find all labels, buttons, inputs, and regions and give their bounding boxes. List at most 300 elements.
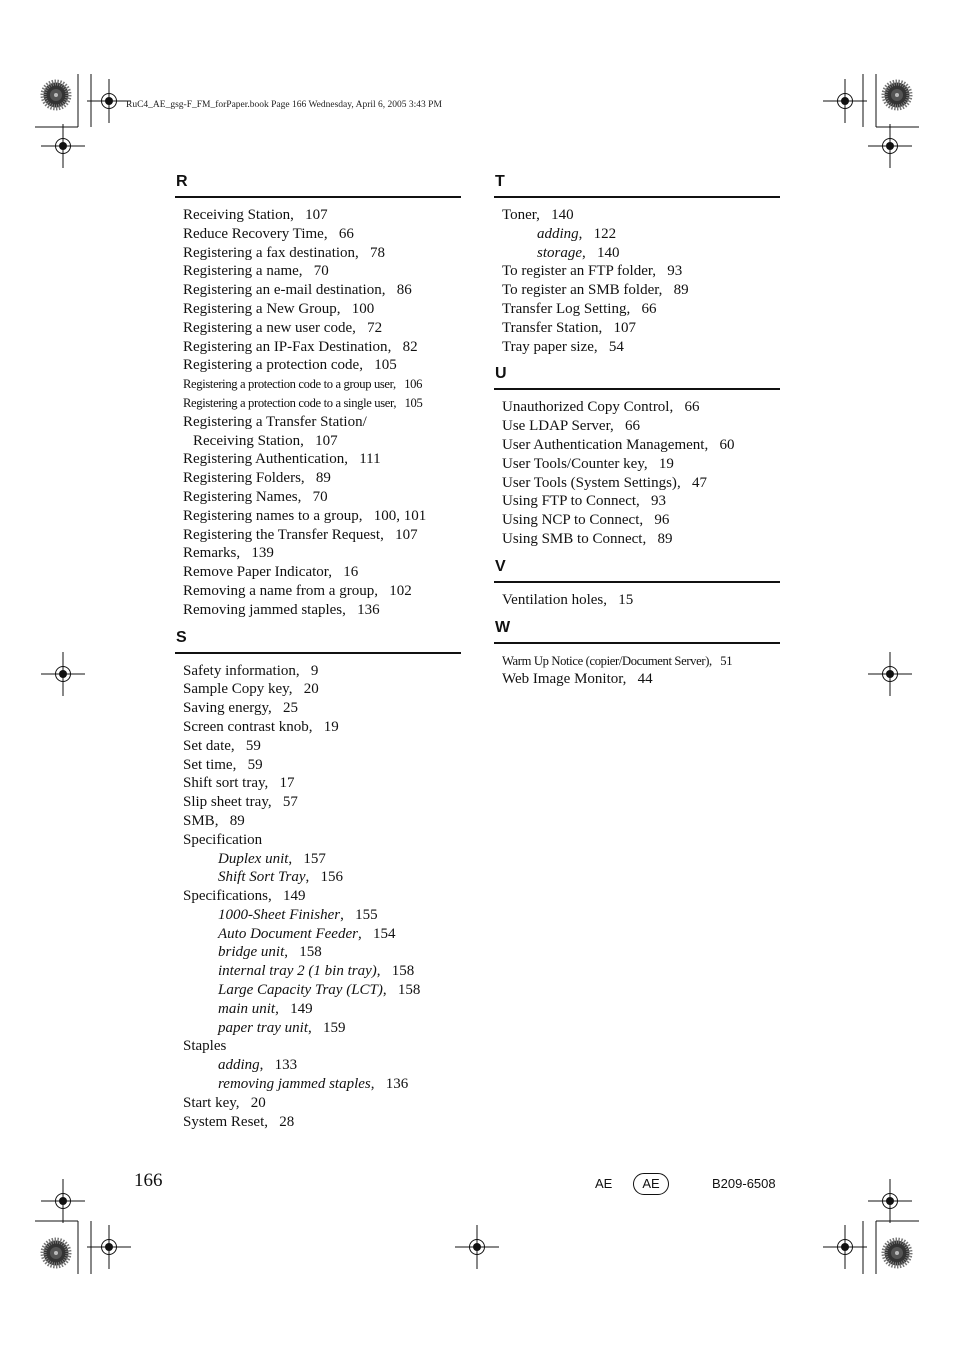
entry-pages: 66 xyxy=(684,399,700,416)
entry-pages: 70 xyxy=(313,263,329,280)
entry-pages: 106 xyxy=(404,377,423,392)
index-entry xyxy=(183,469,461,488)
entry-term: Transfer Log Setting xyxy=(502,300,627,317)
index-entry xyxy=(183,601,461,620)
index-entry xyxy=(183,488,461,507)
color-wheel-top-right xyxy=(885,83,910,108)
entry-separator: , xyxy=(622,671,638,688)
entry-separator: , xyxy=(275,1000,291,1017)
entry-term: Registering Names xyxy=(183,488,298,505)
entry-term: Slip sheet tray xyxy=(183,794,268,811)
index-entry xyxy=(183,544,461,563)
entry-pages: 156 xyxy=(320,869,344,886)
entry-separator: , xyxy=(393,395,405,410)
entry-term: Remove Paper Indicator xyxy=(183,564,329,581)
entry-pages: 149 xyxy=(282,888,306,905)
entry-separator: , xyxy=(342,601,358,618)
registration-mark-bottom-right-2 xyxy=(868,1179,912,1223)
entry-term: bridge unit xyxy=(218,944,285,961)
entry-separator: , xyxy=(290,207,306,223)
index-entry xyxy=(183,793,461,812)
index-entry xyxy=(183,281,461,300)
entry-pages: 51 xyxy=(720,653,733,668)
entry-separator: , xyxy=(593,338,609,355)
entry-separator: , xyxy=(578,225,594,242)
entry-separator: , xyxy=(582,244,597,261)
entry-pages: 100 xyxy=(351,300,375,317)
entry-term: Registering a Transfer Station/ xyxy=(183,413,367,430)
index-entry xyxy=(183,831,461,850)
entry-list xyxy=(494,652,780,690)
entry-pages: 154 xyxy=(372,925,396,942)
index-entry xyxy=(183,699,461,718)
entry-term: Registering Folders xyxy=(183,470,301,487)
entry-separator: , xyxy=(267,888,283,905)
entry-term: Registering a name xyxy=(183,263,299,280)
entry-term: Registering Authentication xyxy=(183,451,345,468)
index-entry xyxy=(502,262,780,281)
section-rule xyxy=(494,642,780,644)
index-entry xyxy=(502,455,780,474)
index-entry xyxy=(183,868,461,887)
entry-term: Registering a protection code xyxy=(183,357,360,374)
entry-term: Toner xyxy=(502,207,537,223)
entry-term: Registering a protection code to a single user xyxy=(183,395,394,410)
entry-list xyxy=(494,591,780,610)
index-entry xyxy=(502,319,780,338)
entry-term: Unauthorized Copy Control xyxy=(502,399,670,416)
entry-pages: 140 xyxy=(597,244,620,261)
entry-pages: 89 xyxy=(229,812,245,829)
registration-mark-bottom-left xyxy=(41,1179,85,1223)
entry-pages: 17 xyxy=(279,775,295,792)
entry-pages: 72 xyxy=(367,319,383,336)
entry-term: Specification xyxy=(183,831,263,848)
entry-pages: 89 xyxy=(657,530,673,547)
entry-term: Registering a new user code xyxy=(183,319,353,336)
entry-pages: 93 xyxy=(651,493,667,510)
index-entry xyxy=(183,662,461,681)
index-entry xyxy=(183,582,461,601)
entry-pages: 139 xyxy=(251,545,274,562)
entry-separator: , xyxy=(264,1113,280,1130)
entry-separator: , xyxy=(340,906,356,923)
entry-separator: , xyxy=(676,474,692,491)
entry-term: Saving energy xyxy=(183,700,268,717)
entry-term: Registering names to a group xyxy=(183,507,359,524)
index-entry xyxy=(502,338,780,357)
entry-term: internal tray 2 (1 bin tray) xyxy=(218,963,377,980)
entry-pages: 19 xyxy=(658,455,674,472)
entry-pages: 78 xyxy=(370,244,386,261)
registration-mark-mid-right xyxy=(868,652,912,696)
entry-term: User Tools (System Settings) xyxy=(502,474,677,491)
index-entry xyxy=(183,526,461,545)
entry-separator: , xyxy=(288,850,304,867)
entry-pages: 105 xyxy=(404,395,423,410)
entry-separator: , xyxy=(232,756,248,773)
entry-pages: 60 xyxy=(719,436,735,453)
print-header: RuC4_AE_gsg-F_FM_forPaper.book Page 166 Wednesday, April 6, 2005 3:43 PM xyxy=(126,100,442,110)
index-entry xyxy=(502,225,780,244)
entry-pages: 133 xyxy=(274,1057,298,1074)
index-entry xyxy=(183,1075,461,1094)
index-entry xyxy=(183,507,461,526)
entry-pages: 47 xyxy=(691,474,707,491)
entry-separator: , xyxy=(295,662,311,679)
index-entry xyxy=(183,943,461,962)
entry-term: Safety information xyxy=(183,662,296,679)
entry-term: Set date xyxy=(183,737,231,754)
entry-separator: , xyxy=(652,263,668,280)
entry-separator: , xyxy=(387,338,403,355)
entry-separator: , xyxy=(610,418,625,435)
entry-term: User Tools/Counter key xyxy=(502,455,644,472)
entry-pages: 158 xyxy=(391,963,415,980)
entry-separator: , xyxy=(284,944,300,961)
entry-term: Using FTP to Connect xyxy=(502,493,637,510)
entry-term: Using NCP to Connect xyxy=(502,512,640,529)
entry-separator: , xyxy=(658,282,674,299)
entry-term: Registering a New Group xyxy=(183,300,337,317)
entry-separator: , xyxy=(236,545,252,562)
entry-list xyxy=(494,398,780,548)
entry-pages: 15 xyxy=(618,591,634,608)
index-entry xyxy=(502,492,780,511)
entry-term: Start key xyxy=(183,1094,236,1111)
entry-separator: , xyxy=(214,812,230,829)
index-entry xyxy=(183,887,461,906)
section-letter: S xyxy=(176,628,187,646)
registration-mark-bottom-right xyxy=(823,1225,867,1269)
entry-term: Registering the Transfer Request xyxy=(183,526,381,543)
entry-pages: 25 xyxy=(282,700,298,717)
entry-pages: 89 xyxy=(673,282,689,299)
entry-term: Large Capacity Tray (LCT) xyxy=(218,982,383,999)
entry-term: User Authentication Management xyxy=(502,436,705,453)
entry-term: Receiving Station xyxy=(183,207,291,223)
index-entry xyxy=(183,906,461,925)
entry-term: main unit xyxy=(218,1000,276,1017)
entry-term: To register an SMB folder xyxy=(502,282,659,299)
index-entry xyxy=(183,774,461,793)
entry-list xyxy=(494,206,780,356)
registration-mark-top-right-2 xyxy=(868,124,912,168)
entry-term: Registering an IP-Fax Destination xyxy=(183,338,388,355)
section-rule xyxy=(494,581,780,583)
entry-pages: 107 xyxy=(613,319,637,336)
index-entry xyxy=(183,319,461,338)
entry-separator: , xyxy=(626,300,642,317)
index-entry xyxy=(183,850,461,869)
entry-separator: , xyxy=(308,1019,323,1036)
entry-separator: , xyxy=(358,507,374,524)
entry-term: removing jammed staples xyxy=(218,1076,371,1093)
entry-separator: , xyxy=(374,582,390,599)
entry-separator: , xyxy=(642,530,658,547)
index-entry xyxy=(502,652,780,671)
entry-term: Registering an e-mail destination xyxy=(183,282,382,299)
entry-term: Screen contrast knob xyxy=(183,718,309,735)
entry-separator: , xyxy=(308,718,324,735)
index-entry xyxy=(502,474,780,493)
entry-term: Removing jammed staples xyxy=(183,601,343,618)
index-entry xyxy=(502,398,780,417)
entry-pages: 136 xyxy=(357,601,380,618)
index-entry xyxy=(183,756,461,775)
entry-separator: , xyxy=(297,488,313,505)
entry-term: adding xyxy=(218,1057,260,1074)
index-entry xyxy=(502,244,780,263)
entry-term: storage xyxy=(537,244,582,261)
entry-pages: 158 xyxy=(299,944,322,961)
entry-pages: 66 xyxy=(641,300,657,317)
index-section xyxy=(494,172,780,356)
entry-separator: , xyxy=(359,357,375,374)
entry-separator: , xyxy=(376,963,392,980)
index-entry xyxy=(183,737,461,756)
index-entry xyxy=(502,300,780,319)
entry-term: Remarks xyxy=(183,545,237,562)
section-letter: V xyxy=(495,557,506,575)
registration-mark-bottom-center xyxy=(455,1225,499,1269)
index-entry xyxy=(183,394,461,413)
color-wheel-bottom-left xyxy=(44,1241,69,1266)
entry-pages: 105 xyxy=(374,357,397,374)
index-entry xyxy=(183,338,461,357)
index-entry xyxy=(183,718,461,737)
page-number: 166 xyxy=(134,1170,163,1191)
entry-separator: , xyxy=(298,263,314,280)
entry-term: Transfer Station xyxy=(502,319,599,336)
entry-separator: , xyxy=(603,591,619,608)
entry-term: Using SMB to Connect xyxy=(502,530,643,547)
section-rule xyxy=(175,652,461,654)
entry-term: Specifications xyxy=(183,888,268,905)
entry-pages: 54 xyxy=(608,338,624,355)
entry-term: adding xyxy=(537,225,579,242)
entry-separator: , xyxy=(639,512,655,529)
region-code: AE xyxy=(595,1176,613,1191)
entry-separator: , xyxy=(323,225,339,242)
entry-pages: 96 xyxy=(654,512,670,529)
registration-mark-top-left-2 xyxy=(41,124,85,168)
index-section xyxy=(494,364,780,548)
section-letter: W xyxy=(495,618,511,636)
entry-separator: , xyxy=(336,300,352,317)
entry-separator: , xyxy=(704,436,720,453)
entry-pages: 122 xyxy=(593,225,617,242)
index-entry xyxy=(183,981,461,1000)
entry-separator: , xyxy=(300,432,316,449)
entry-pages: 107 xyxy=(395,526,418,543)
index-entry xyxy=(502,511,780,530)
entry-separator: , xyxy=(536,207,552,223)
entry-term: System Reset xyxy=(183,1113,265,1130)
entry-pages: 93 xyxy=(667,263,683,280)
entry-term: Registering a protection code to a group user xyxy=(183,377,394,392)
entry-pages: 102 xyxy=(389,582,412,599)
index-column-left xyxy=(175,172,461,1139)
entry-separator: , xyxy=(357,925,373,942)
index-entry xyxy=(183,962,461,981)
index-section xyxy=(175,172,461,620)
entry-pages: 66 xyxy=(338,225,354,242)
index-entry xyxy=(183,450,461,469)
entry-separator: , xyxy=(636,493,652,510)
entry-separator: , xyxy=(259,1057,275,1074)
index-section xyxy=(494,618,780,690)
entry-pages: 86 xyxy=(396,282,412,299)
index-entry xyxy=(502,591,780,610)
index-entry xyxy=(502,670,780,689)
entry-separator: , xyxy=(355,244,371,261)
index-section xyxy=(494,557,780,610)
index-entry xyxy=(183,244,461,263)
entry-pages: 107 xyxy=(315,432,338,449)
section-rule xyxy=(175,196,461,198)
entry-list xyxy=(175,206,461,620)
index-section xyxy=(175,628,461,1132)
entry-separator: , xyxy=(393,377,405,392)
entry-separator: , xyxy=(382,982,398,999)
index-entry xyxy=(183,206,461,225)
entry-pages: 16 xyxy=(343,564,359,581)
entry-separator: , xyxy=(305,869,321,886)
entry-pages: 20 xyxy=(303,681,319,698)
index-entry xyxy=(502,530,780,549)
entry-pages: 136 xyxy=(385,1076,409,1093)
entry-term: To register an FTP folder xyxy=(502,263,653,280)
index-entry xyxy=(183,1056,461,1075)
entry-term: Warm Up Notice (copier/Document Server) xyxy=(502,653,710,668)
index-entry xyxy=(183,925,461,944)
section-rule xyxy=(494,388,780,390)
index-entry xyxy=(502,281,780,300)
entry-list xyxy=(175,662,461,1132)
registration-mark-mid-left xyxy=(41,652,85,696)
entry-term: Registering a fax destination xyxy=(183,244,356,261)
entry-separator: , xyxy=(381,282,397,299)
entry-term: paper tray unit xyxy=(218,1019,308,1036)
index-entry xyxy=(502,436,780,455)
index-entry xyxy=(183,375,461,394)
entry-term: Shift sort tray xyxy=(183,775,265,792)
index-entry xyxy=(183,1000,461,1019)
entry-pages: 159 xyxy=(323,1019,346,1036)
entry-term: Duplex unit xyxy=(218,850,289,867)
region-badge: AE xyxy=(633,1173,669,1195)
entry-term: Use LDAP Server xyxy=(502,418,610,435)
section-letter: R xyxy=(176,173,188,190)
entry-term: Auto Document Feeder xyxy=(218,925,358,942)
index-entry xyxy=(183,1113,461,1132)
color-wheel-bottom-right xyxy=(885,1241,910,1266)
entry-pages: 57 xyxy=(282,794,298,811)
entry-term: Shift Sort Tray xyxy=(218,869,306,886)
entry-term: Tray paper size xyxy=(502,338,594,355)
entry-separator: , xyxy=(288,681,304,698)
index-column-right xyxy=(494,172,780,697)
entry-pages: 107 xyxy=(305,207,328,223)
entry-term: Reduce Recovery Time xyxy=(183,225,324,242)
entry-pages: 9 xyxy=(310,662,319,679)
color-wheel-top-left xyxy=(44,83,69,108)
entry-pages: 82 xyxy=(402,338,418,355)
index-entry xyxy=(502,206,780,225)
index-entry xyxy=(183,262,461,281)
entry-pages: 59 xyxy=(245,737,261,754)
index-entry xyxy=(183,225,461,244)
entry-separator: , xyxy=(300,470,316,487)
index-entry xyxy=(183,812,461,831)
entry-term: SMB xyxy=(183,812,215,829)
entry-term: Receiving Station xyxy=(193,432,301,449)
entry-pages: 59 xyxy=(247,756,263,773)
entry-pages: 89 xyxy=(315,470,331,487)
entry-pages: 155 xyxy=(355,906,378,923)
entry-pages: 20 xyxy=(250,1094,266,1111)
entry-term: Ventilation holes xyxy=(502,591,604,608)
entry-term: Web Image Monitor xyxy=(502,671,623,688)
entry-pages: 44 xyxy=(637,671,653,688)
entry-separator: , xyxy=(643,455,659,472)
entry-term: Set time xyxy=(183,756,233,773)
index-entry xyxy=(183,356,461,375)
index-entry xyxy=(183,680,461,699)
entry-term: Removing a name from a group xyxy=(183,582,375,599)
entry-separator: , xyxy=(352,319,368,336)
entry-pages: 66 xyxy=(625,418,640,435)
entry-term: 1000-Sheet Finisher xyxy=(218,906,341,923)
document-code: B209-6508 xyxy=(712,1176,776,1191)
index-entry xyxy=(183,413,461,432)
section-rule xyxy=(494,196,780,198)
entry-separator: , xyxy=(264,775,280,792)
entry-separator: , xyxy=(344,451,360,468)
entry-pages: 140 xyxy=(551,207,574,223)
entry-separator: , xyxy=(235,1094,251,1111)
entry-pages: 157 xyxy=(303,850,326,867)
registration-mark-top-right xyxy=(823,79,867,123)
entry-separator: , xyxy=(267,794,283,811)
entry-pages: 158 xyxy=(397,982,421,999)
index-entry xyxy=(183,1094,461,1113)
entry-separator: , xyxy=(669,399,685,416)
entry-separator: , xyxy=(230,737,246,754)
entry-pages: 111 xyxy=(359,451,381,468)
entry-pages: 28 xyxy=(279,1113,295,1130)
entry-separator: , xyxy=(380,526,396,543)
entry-separator: , xyxy=(328,564,344,581)
section-letter: T xyxy=(495,173,505,190)
entry-term: Staples xyxy=(183,1038,227,1055)
entry-term: Sample Copy key xyxy=(183,681,289,698)
index-entry xyxy=(183,432,461,451)
entry-pages: 19 xyxy=(323,718,339,735)
index-entry xyxy=(183,1037,461,1056)
registration-mark-top-left xyxy=(87,79,131,123)
entry-separator: , xyxy=(370,1076,386,1093)
trim-lines xyxy=(35,74,919,1274)
entry-pages: 149 xyxy=(290,1000,313,1017)
entry-separator: , xyxy=(709,653,721,668)
entry-pages: 100, 101 xyxy=(373,507,427,524)
registration-mark-bottom-left-2 xyxy=(87,1225,131,1269)
index-entry xyxy=(183,1019,461,1038)
index-entry xyxy=(502,417,780,436)
index-entry xyxy=(183,300,461,319)
